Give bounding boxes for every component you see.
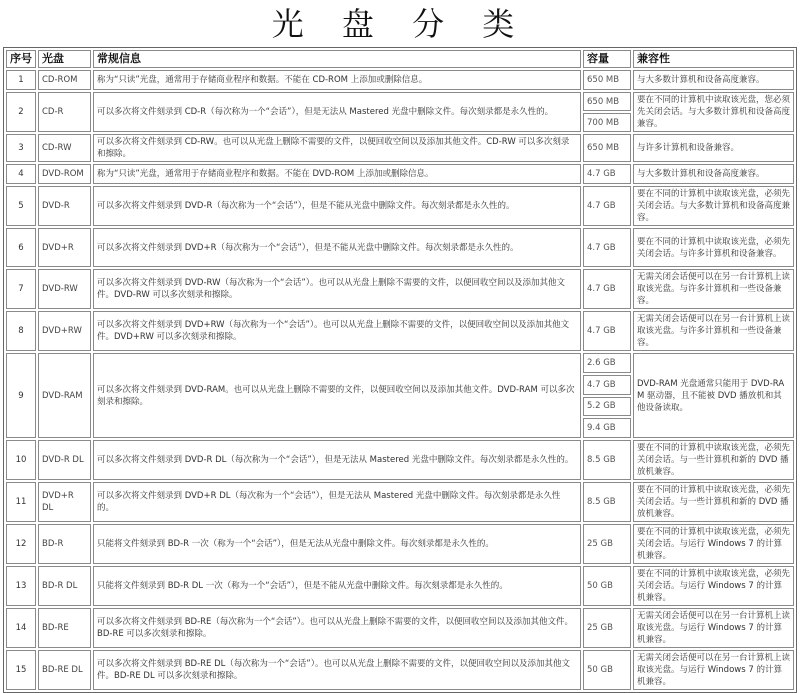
disc-capacity: 650 MB <box>583 70 631 90</box>
disc-info: 可以多次将文件刻录到 DVD-R DL（每次称为一个“会话”），但是无法从 Mastered 光盘中删除文件。每次刻录都是永久性的。 <box>93 440 581 480</box>
row-number: 13 <box>6 566 36 606</box>
disc-type: CD-ROM <box>38 70 91 90</box>
disc-info: 可以多次将文件刻录到 DVD-R（每次称为一个“会话”），但是不能从光盘中删除文件。每次刻录都是永久性的。 <box>93 186 581 226</box>
row-number: 6 <box>6 228 36 267</box>
row-number: 1 <box>6 70 36 90</box>
disc-type: DVD-RW <box>38 269 91 309</box>
disc-info: 可以多次将文件刻录到 DVD+R（每次称为一个“会话”），但是不能从光盘中删除文件。每次刻录都是永久性的。 <box>93 228 581 267</box>
disc-compat: 要在不同的计算机中读取该光盘，必须先关闭会话。与一些计算机和新的 DVD 播放机兼容。 <box>633 440 794 480</box>
row-number: 8 <box>6 311 36 351</box>
disc-type: DVD+R <box>38 228 91 267</box>
page-title: 光 盘 分 类 <box>271 5 529 43</box>
table-row <box>6 566 794 606</box>
disc-info: 只能将文件刻录到 BD-R 一次（称为一个“会话”），但是无法从光盘中删除文件。每次刻录都是永久性的。 <box>93 524 581 564</box>
disc-info: 可以多次将文件刻录到 BD-RE DL（每次称为一个“会话”）。也可以从光盘上删除不需要的文件，以便回收空间以及添加其他文件。BD-RE DL 可以多次刻录和擦除。 <box>93 650 581 690</box>
disc-info: 可以多次将文件刻录到 BD-RE（每次称为一个“会话”）。也可以从光盘上删除不需要的文件，以便回收空间以及添加其他文件。BD-RE 可以多次刻录和擦除。 <box>93 608 581 648</box>
table-row <box>6 70 794 90</box>
disc-info: 可以多次将文件刻录到 DVD-RW（每次称为一个“会话”）。也可以从光盘上删除不需要的文件，以便回收空间以及添加其他文件。DVD-RW 可以多次刻录和擦除。 <box>93 269 581 309</box>
disc-info: 可以多次将文件刻录到 DVD-RAM。也可以从光盘上删除不需要的文件，以便回收空间以及添加其他文件。DVD-RAM 可以多次刻录和擦除。 <box>93 353 581 438</box>
disc-type: BD-RE <box>38 608 91 648</box>
table-header-row <box>6 50 794 68</box>
table-row <box>6 92 794 111</box>
disc-capacity: 2.6 GB <box>583 353 631 373</box>
disc-compat: 无需关闭会话便可以在另一台计算机上读取该光盘。与许多计算机和一些设备兼容。 <box>633 311 794 351</box>
disc-info: 可以多次将文件刻录到 DVD+RW（每次称为一个“会话”）。也可以从光盘上删除不需要的文件，以便回收空间以及添加其他文件。DVD+RW 可以多次刻录和擦除。 <box>93 311 581 351</box>
disc-capacity: 25 GB <box>583 524 631 564</box>
header-no: 序号 <box>6 50 36 68</box>
disc-capacity: 8.5 GB <box>583 440 631 480</box>
row-number: 9 <box>6 353 36 438</box>
row-number: 10 <box>6 440 36 480</box>
disc-capacity: 4.7 GB <box>583 311 631 351</box>
disc-capacity: 4.7 GB <box>583 375 631 395</box>
disc-capacity: 4.7 GB <box>583 269 631 309</box>
disc-capacity: 8.5 GB <box>583 482 631 522</box>
disc-compat: DVD-RAM 光盘通常只能用于 DVD-RAM 驱动器，且不能被 DVD 播放机和其他设备读取。 <box>633 353 794 438</box>
disc-info: 称为“只读”光盘，通常用于存储商业程序和数据。不能在 CD-ROM 上添加或删除信息。 <box>93 70 581 90</box>
disc-capacity: 50 GB <box>583 566 631 606</box>
disc-capacity: 4.7 GB <box>583 186 631 226</box>
row-number: 4 <box>6 164 36 184</box>
row-number: 2 <box>6 92 36 132</box>
disc-type: BD-RE DL <box>38 650 91 690</box>
table-row <box>6 311 794 351</box>
disc-info: 只能将文件刻录到 BD-R DL 一次（称为一个“会话”），但是不能从光盘中删除文件。每次刻录都是永久性的。 <box>93 566 581 606</box>
disc-capacity: 4.7 GB <box>583 228 631 267</box>
row-number: 15 <box>6 650 36 690</box>
disc-compat: 与大多数计算机和设备高度兼容。 <box>633 164 794 184</box>
disc-capacity: 4.7 GB <box>583 164 631 184</box>
table-row <box>6 482 794 522</box>
header-disc: 光盘 <box>38 50 91 68</box>
disc-type: DVD-R <box>38 186 91 226</box>
row-number: 14 <box>6 608 36 648</box>
disc-type: DVD-R DL <box>38 440 91 480</box>
table-row <box>6 269 794 309</box>
disc-compat: 与许多计算机和设备兼容。 <box>633 134 794 162</box>
header-compat: 兼容性 <box>633 50 794 68</box>
disc-compat: 要在不同的计算机中读取该光盘，必须先关闭会话。与大多数计算机和设备高度兼容。 <box>633 186 794 226</box>
disc-table <box>3 47 797 693</box>
disc-type: DVD+RW <box>38 311 91 351</box>
disc-info: 可以多次将文件刻录到 CD-R（每次称为一个“会话”），但是无法从 Mastered 光盘中删除文件。每次刻录都是永久性的。 <box>93 92 581 132</box>
disc-capacity: 5.2 GB <box>583 397 631 417</box>
table-row <box>6 228 794 267</box>
header-capacity: 容量 <box>583 50 631 68</box>
disc-compat: 要在不同的计算机中读取该光盘，必须先关闭会话。与运行 Windows 7 的计算机兼容。 <box>633 524 794 564</box>
table-row <box>6 608 794 648</box>
table-row <box>6 524 794 564</box>
row-number: 12 <box>6 524 36 564</box>
disc-type: CD-R <box>38 92 91 132</box>
disc-type: CD-RW <box>38 134 91 162</box>
disc-info: 称为“只读”光盘，通常用于存储商业程序和数据。不能在 DVD-ROM 上添加或删除信息。 <box>93 164 581 184</box>
row-number: 7 <box>6 269 36 309</box>
disc-compat: 无需关闭会话便可以在另一台计算机上读取该光盘。与许多计算机和一些设备兼容。 <box>633 269 794 309</box>
disc-capacity: 700 MB <box>583 113 631 132</box>
table-row <box>6 650 794 690</box>
table-row <box>6 134 794 162</box>
disc-type: DVD+R DL <box>38 482 91 522</box>
disc-compat: 要在不同的计算机中读取该光盘，必须先关闭会话。与运行 Windows 7 的计算机兼容。 <box>633 566 794 606</box>
disc-capacity: 25 GB <box>583 608 631 648</box>
disc-compat: 无需关闭会话便可以在另一台计算机上读取该光盘。与运行 Windows 7 的计算机兼容。 <box>633 608 794 648</box>
header-info: 常规信息 <box>93 50 581 68</box>
table-row <box>6 440 794 480</box>
table-row <box>6 186 794 226</box>
disc-capacity: 50 GB <box>583 650 631 690</box>
disc-compat: 要在不同的计算机中读取该光盘，您必须先关闭会话。与大多数计算机和设备高度兼容。 <box>633 92 794 132</box>
disc-type: DVD-ROM <box>38 164 91 184</box>
table-row <box>6 164 794 184</box>
disc-type: DVD-RAM <box>38 353 91 438</box>
disc-info: 可以多次将文件刻录到 DVD+R DL（每次称为一个“会话”），但是无法从 Mastered 光盘中删除文件。每次刻录都是永久性的。 <box>93 482 581 522</box>
disc-info: 可以多次将文件刻录到 CD-RW。也可以从光盘上删除不需要的文件，以便回收空间以及添加其他文件。CD-RW 可以多次刻录和擦除。 <box>93 134 581 162</box>
disc-compat: 要在不同的计算机中读取该光盘，必须先关闭会话。与一些计算机和新的 DVD 播放机兼容。 <box>633 482 794 522</box>
disc-capacity: 9.4 GB <box>583 418 631 438</box>
disc-capacity: 650 MB <box>583 134 631 162</box>
disc-type: BD-R DL <box>38 566 91 606</box>
disc-type: BD-R <box>38 524 91 564</box>
row-number: 3 <box>6 134 36 162</box>
row-number: 11 <box>6 482 36 522</box>
disc-capacity: 650 MB <box>583 92 631 111</box>
row-number: 5 <box>6 186 36 226</box>
disc-compat: 无需关闭会话便可以在另一台计算机上读取该光盘。与运行 Windows 7 的计算机兼容。 <box>633 650 794 690</box>
disc-compat: 要在不同的计算机中读取该光盘，必须先关闭会话。与许多计算机和设备兼容。 <box>633 228 794 267</box>
disc-compat: 与大多数计算机和设备高度兼容。 <box>633 70 794 90</box>
table-row <box>6 353 794 373</box>
